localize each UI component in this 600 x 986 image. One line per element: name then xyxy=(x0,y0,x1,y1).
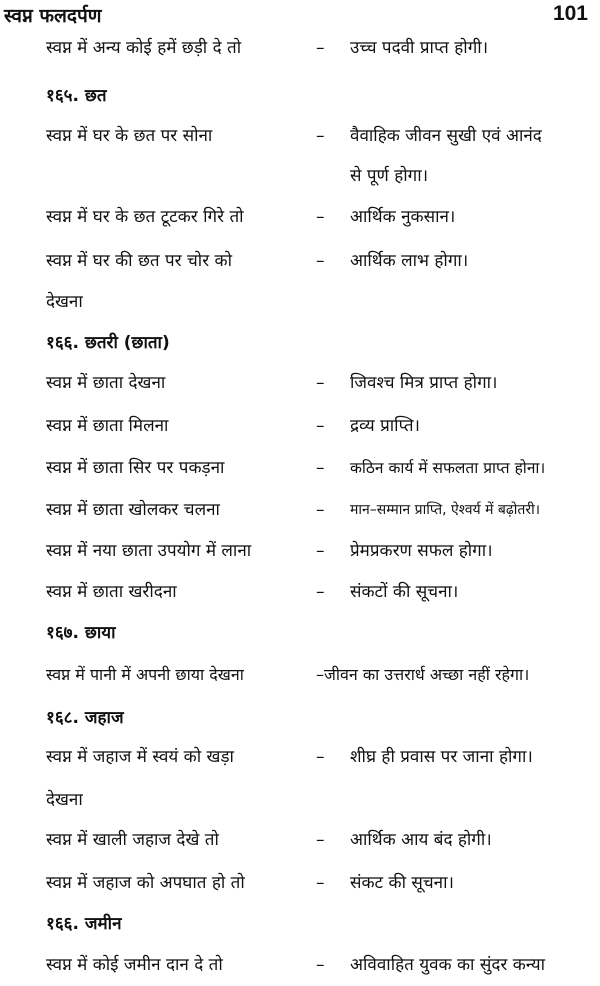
meaning-text: कठिन कार्य में सफलता प्राप्त होना। xyxy=(350,459,546,477)
section-heading: १६५. छत xyxy=(46,86,107,106)
dream-text: स्वप्न में छाता देखना xyxy=(46,373,166,393)
dash: – xyxy=(316,126,325,146)
section-heading: १६८. जहाज xyxy=(46,708,124,728)
dream-text: स्वप्न में जहाज को अपघात हो तो xyxy=(46,873,245,893)
dream-continuation: देखना xyxy=(46,292,83,312)
meaning-text: संकट की सूचना। xyxy=(350,873,454,893)
meaning-text: –जीवन का उत्तरार्ध अच्छा नहीं रहेगा। xyxy=(316,665,530,684)
dash: – xyxy=(316,830,325,850)
meaning-text: मान–सम्मान प्राप्ति, ऐश्वर्य में बढ़ोतरी। xyxy=(350,502,541,518)
dream-text: स्वप्न में पानी में अपनी छाया देखना xyxy=(46,665,244,684)
dash: – xyxy=(316,373,325,393)
dash: – xyxy=(316,458,325,478)
dash: – xyxy=(316,500,325,520)
meaning-text: प्रेमप्रकरण सफल होगा। xyxy=(350,541,493,561)
dash: – xyxy=(316,251,325,271)
running-title: स्वप्न फलदर्पण xyxy=(4,5,102,27)
meaning-text: आर्थिक लाभ होगा। xyxy=(350,251,469,271)
dream-text: स्वप्न में खाली जहाज देखे तो xyxy=(46,830,219,850)
dream-text: स्वप्न में छाता मिलना xyxy=(46,416,169,436)
dash: – xyxy=(316,873,325,893)
dash: – xyxy=(316,416,325,436)
meaning-text: उच्च पदवी प्राप्त होगी। xyxy=(350,38,489,58)
dream-text: स्वप्न में जहाज में स्वयं को खड़ा xyxy=(46,747,234,767)
section-heading: १६७. छाया xyxy=(46,623,116,643)
page-number: 101 xyxy=(552,2,588,25)
dream-text: स्वप्न में घर के छत टूटकर गिरे तो xyxy=(46,207,244,227)
page-header xyxy=(0,0,600,30)
meaning-text: अविवाहित युवक का सुंदर कन्या xyxy=(350,955,546,975)
meaning-text: संकटों की सूचना। xyxy=(350,582,459,602)
dream-text: स्वप्न में नया छाता उपयोग में लाना xyxy=(46,541,252,561)
meaning-text: द्रव्य प्राप्ति। xyxy=(350,416,420,436)
dream-text: स्वप्न में घर के छत पर सोना xyxy=(46,126,213,146)
dash: – xyxy=(316,582,325,602)
meaning-text: आर्थिक नुकसान। xyxy=(350,207,456,227)
dash: – xyxy=(316,207,325,227)
dream-continuation: देखना xyxy=(46,790,83,810)
meaning-text: वैवाहिक जीवन सुखी एवं आनंद xyxy=(350,126,542,146)
meaning-text: शीघ्र ही प्रवास पर जाना होगा। xyxy=(350,747,533,767)
meaning-text: आर्थिक आय बंद होगी। xyxy=(350,830,492,850)
dream-text: स्वप्न में छाता खरीदना xyxy=(46,582,177,602)
dream-text: स्वप्न में घर की छत पर चोर को xyxy=(46,251,233,271)
dash: – xyxy=(316,747,325,767)
section-heading: १६६. जमीन xyxy=(46,914,122,934)
meaning-text: जिवश्च मित्र प्राप्त होगा। xyxy=(350,373,498,393)
dash: – xyxy=(316,541,325,561)
meaning-continuation: से पूर्ण होगा। xyxy=(350,166,429,186)
dream-text: स्वप्न में कोई जमीन दान दे तो xyxy=(46,955,223,975)
dream-text: स्वप्न में अन्य कोई हमें छड़ी दे तो xyxy=(46,38,242,58)
section-heading: १६६. छतरी (छाता) xyxy=(46,333,170,353)
dream-text: स्वप्न में छाता खोलकर चलना xyxy=(46,500,220,520)
dash: – xyxy=(316,955,325,975)
dream-text: स्वप्न में छाता सिर पर पकड़ना xyxy=(46,458,225,478)
dash: – xyxy=(316,38,325,58)
